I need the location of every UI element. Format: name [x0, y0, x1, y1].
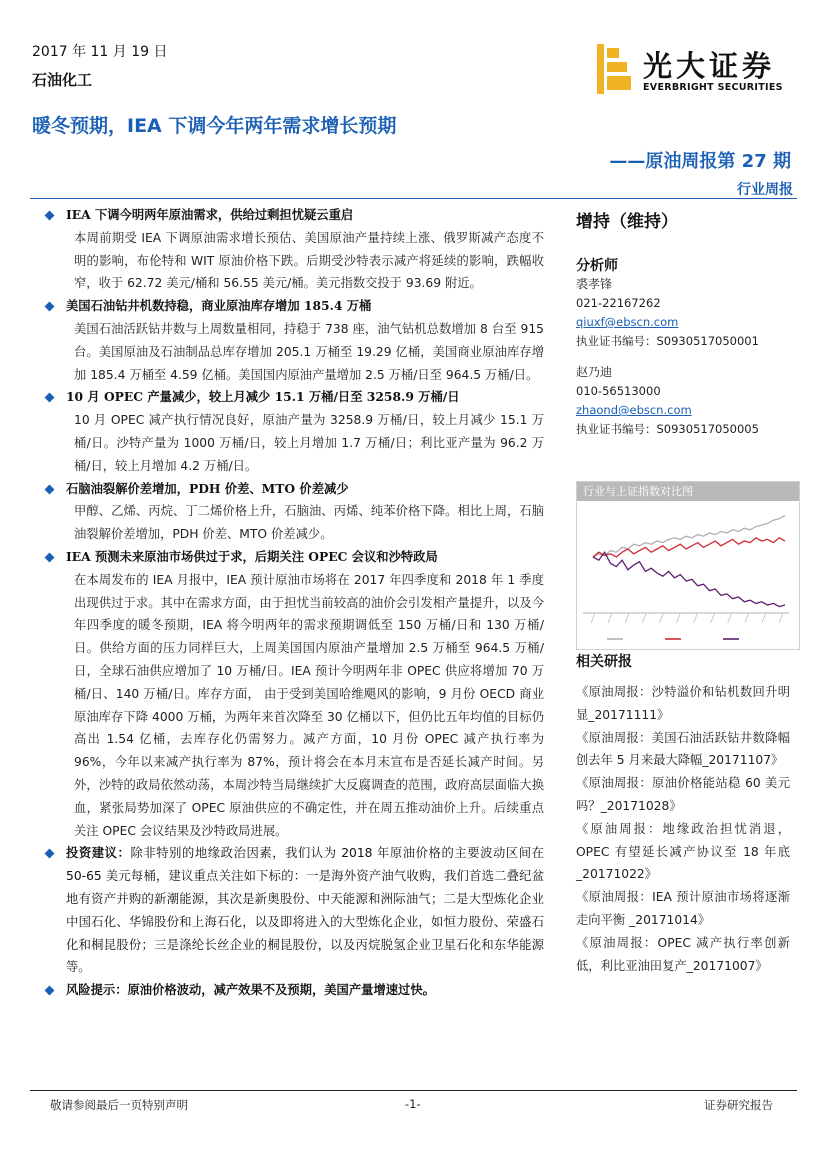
- page-number: -1-: [405, 1097, 421, 1111]
- report-subtitle: ——原油周报第 27 期: [609, 151, 791, 172]
- footer-divider: [30, 1090, 797, 1091]
- analyst-phone: 010-56513000: [576, 384, 661, 398]
- investment-advice-body: 除非特别的地缘政治因素，我们认为 2018 年原油价格的主要波动区间在 50-65 美元每桶，建议重点关注如下标的：一是海外资产油气收购，我们首选二叠纪盆地有资产并购的新潮能源，其次是新奥股份、中天能源和洲际油气；二是大型炼化企业中国石化、华锦股份和上海石化，以及即将进入的大型炼化企业，如恒力股份、荣盛石化和桐昆股份；三是涤纶长丝企业的桐昆股份，以及丙烷脱氢企业卫星石化和东华能源等。: [66, 846, 544, 975]
- chart-x-tick: [642, 613, 646, 623]
- footer-disclaimer: 敬请参阅最后一页特别声明: [50, 1098, 188, 1112]
- analyst-name: 赵乃迪: [576, 365, 613, 379]
- section-heading: IEA 预测未来原油市场供过于求，后期关注 OPEC 会议和沙特政局: [36, 546, 544, 569]
- section-heading: 10 月 OPEC 产量减少，较上月减少 15.1 万桶/日至 3258.9 万桶/日: [36, 386, 544, 409]
- analyst-heading: 分析师: [576, 258, 618, 274]
- chart-x-tick: [728, 613, 732, 623]
- chart-x-tick: [711, 613, 715, 623]
- company-logo: [597, 44, 797, 100]
- analyst-phone: 021-22167262: [576, 296, 661, 310]
- logo-english-name: EVERBRIGHT SECURITIES: [643, 82, 783, 93]
- related-reports-list: [576, 681, 790, 977]
- header-divider: [30, 198, 797, 199]
- chart-x-tick: [762, 613, 766, 623]
- investment-advice: [36, 842, 544, 979]
- chart-x-tick: [779, 613, 783, 623]
- chart-x-tick: [745, 613, 749, 623]
- section-body: 甲醇、乙烯、丙烷、丁二烯价格上升，石脑油、丙烯、纯苯价格下降。相比上周，石脑油裂解价差增加，PDH 价差、MTO 价差减少。: [74, 504, 544, 542]
- chart-series-line: [593, 515, 785, 557]
- chart-plot: [577, 501, 799, 648]
- analyst-email[interactable]: zhaond@ebscn.com: [576, 403, 692, 417]
- chart-x-tick: [676, 613, 680, 623]
- analyst-cert: 执业证书编号：S0930517050001: [576, 334, 759, 348]
- section-body: 美国石油活跃钻井数与上周数量相同，持稳于 738 座，油气钻机总数增加 8 台至 915 台。美国原油及石油制品总库存增加 205.1 万桶至 19.29 亿桶，美国商业原油库存增加 185.4 万桶至 4.59 亿桶。美国国内原油产量增加 2.5 万桶/日至 964.5 万桶/日。: [74, 321, 544, 382]
- analyst-cert: 执业证书编号：S0930517050005: [576, 422, 759, 436]
- risk-warning-label: 风险提示：: [66, 982, 128, 998]
- chart-x-tick: [591, 613, 595, 623]
- section-body: 在本周发布的 IEA 月报中，IEA 预计原油市场将在 2017 年四季度和 2018 年 1 季度出现供过于求。其中在需求方面，由于担忧当前较高的油价会引发相产量提升，以及今年四季度的暖冬预期，IEA 将今明两年的需求预期调低至 150 万桶/日和 130 万桶/日。供给方面的压力同样巨大，上周美国国内原油产量增加 2.5 万桶至 964.5 万桶/日，全球石油供应增加了 10 万桶/日。IEA 预计今明两年非 OPEC 供应将增加 70 万桶/日、140 万桶/日。库存方面， 由于受到美国哈维飓风的影响，9 月份 OECD 商业原油库存下降 4000 万桶，为两年来首次降至 30 亿桶以下，但仍比五年均值的目标仍高出 1.54 亿桶，去库存化仍需努力。减产方面，10 月份 OPEC 减产执行率为 96%，今年以来减产执行率为 87%，预计将会在本月末宣布是否延长减产时间。另外，沙特的政局依然动荡，本周沙特当局继续扩大反腐调查的范围，政府高层面临大换血，紧张局势加深了 OPEC 原油供应的不确定性，并在周五推动油价上升。后续重点关注 OPEC 会议结果及沙特政局进展。: [74, 572, 544, 838]
- industry-label: 石油化工: [32, 71, 93, 89]
- chart-title: 行业与上证指数对比图: [577, 482, 799, 501]
- logo-chinese-name: 光大证券: [643, 49, 776, 83]
- chart-series-line: [593, 552, 785, 606]
- report-type: 行业周报: [737, 182, 793, 198]
- comparison-chart: [576, 481, 800, 650]
- related-report-link[interactable]: 《原油周报：地缘政治担忧消退，OPEC 有望延长减产协议至 18 年底_20171022》: [576, 821, 790, 882]
- risk-warning: [36, 979, 544, 1002]
- sidebar: [576, 204, 798, 439]
- report-date: 2017 年 11 月 19 日: [32, 44, 168, 60]
- main-content: [36, 204, 544, 1002]
- risk-warning-body: 原油价格波动，减产效果不及预期，美国产量增速过快。: [127, 982, 435, 998]
- analyst-name: 裘孝锋: [576, 277, 613, 291]
- related-report-link[interactable]: 《原油周报：原油价格能站稳 60 美元吗？_20171028》: [576, 776, 790, 813]
- chart-x-tick: [608, 613, 612, 623]
- section-heading: IEA 下调今明两年原油需求，供给过剩担忧疑云重启: [36, 204, 544, 227]
- chart-x-tick: [659, 613, 663, 623]
- related-report-link[interactable]: 《原油周报：美国石油活跃钻井数降幅创去年 5 月来最大降幅_20171107》: [576, 730, 790, 768]
- related-reports-heading: 相关研报: [576, 654, 632, 670]
- related-report-link[interactable]: 《原油周报：沙特溢价和钻机数回升明显_20171111》: [576, 685, 790, 722]
- related-report-link[interactable]: 《原油周报：IEA 预计原油市场将逐渐走向平衡 _20171014》: [576, 890, 790, 927]
- section-heading: 石脑油裂解价差增加，PDH 价差、MTO 价差减少: [36, 478, 544, 501]
- analyst-card: [576, 275, 798, 439]
- analyst-email[interactable]: qiuxf@ebscn.com: [576, 315, 679, 329]
- footer-report-label: 证券研究报告: [704, 1098, 773, 1112]
- section-body: 10 月 OPEC 减产执行情况良好，原油产量为 3258.9 万桶/日，较上月减少 15.1 万桶/日。沙特产量为 1000 万桶/日，较上月增加 1.7 万桶/日；利比亚产量为 96.2 万桶/日，较上月增加 4.2 万桶/日。: [74, 413, 544, 473]
- chart-x-tick: [625, 613, 629, 623]
- rating: 增持（维持）: [576, 212, 678, 232]
- chart-x-tick: [694, 613, 698, 623]
- report-title: 暖冬预期，IEA 下调今年两年需求增长预期: [32, 115, 397, 137]
- related-report-link[interactable]: 《原油周报：OPEC 减产执行率创新低，利比亚油田复产_20171007》: [576, 935, 790, 973]
- section-body: 本周前期受 IEA 下调原油需求增长预估、美国原油产量持续上涨、俄罗斯减产态度不明的影响，布伦特和 WIT 原油价格下跌。后期受沙特表示减产将延续的影响，跌幅收窄，收于 62.72 美元/桶和 56.55 美元/桶。美元指数交投于 93.69 附近。: [74, 230, 544, 291]
- section-heading: 美国石油钻井机数持稳，商业原油库存增加 185.4 万桶: [36, 295, 544, 318]
- logo-mark-icon: [597, 44, 633, 94]
- investment-advice-label: 投资建议：: [66, 845, 131, 861]
